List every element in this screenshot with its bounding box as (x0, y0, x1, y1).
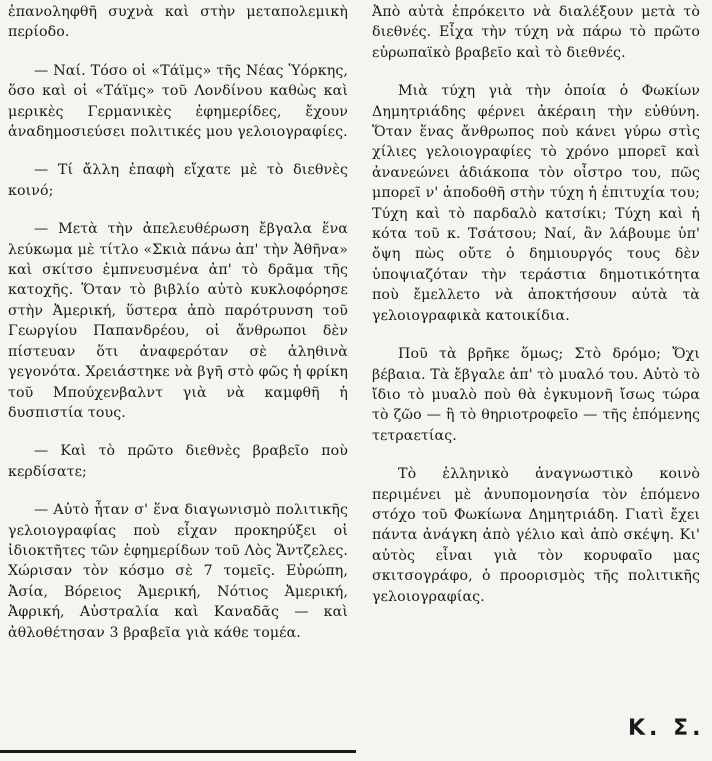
left-column (8, 2, 348, 661)
bottom-rule (0, 750, 356, 753)
paragraph: — Αὐτὸ ἦταν σ' ἕνα διαγωνισμὸ πολιτικῆς γελοιογραφίας ποὺ εἶχαν προκηρύξει οἱ ἰδιοκτῆτες τῶν ἐφημερίδων τοῦ Λὸς Ἄντζελες. Χώρισαν τὸν κόσμο σὲ 7 τομεῖς. Εὐρώπη, Ἀσία, Βόρειος Ἀμερική, Νότιος Ἀμερική, Ἀφρική, Αὐστραλία καὶ Καναδᾶς — καὶ ἀθλοθέτησαν 3 βραβεῖα γιὰ κάθε τομέα. (8, 502, 348, 641)
question-paragraph: — Τί ἄλλη ἐπαφὴ εἴχατε μὲ τὸ διεθνὲς κοινό; (8, 162, 348, 199)
paragraph: Τὸ ἑλληνικὸ ἀναγνωστικὸ κοινὸ περιμένει μὲ ἀνυπομονησία τὸν ἑπόμενο στόχο τοῦ Φωκίωνα Δημητριάδη. Γιατὶ ἔχει πάντα ἀνάγκη ἀπὸ γέλιο καὶ ἀπὸ σκέψη. Κι' αὐτὸς εἶναι γιὰ τὸν κορυφαῖο μας σκιτσογράφο, ὁ προορισμὸς τῆς πολιτικῆς γελοιογραφίας. (372, 466, 700, 605)
paragraph: Ποῦ τὰ βρῆκε ὅμως; Στὸ δρόμο; Ὄχι βέβαια. Τὰ ἔβγαλε ἀπ' τὸ μυαλό του. Αὐτὸ τὸ ἴδιο τὸ μυαλὸ ποὺ θὰ ἐγκυμονῆ ἴσως τώρα τὸ ζῶο — ἢ τὸ θηριοτροφεῖο — τῆς ἐπόμενης τετραετίας. (372, 346, 700, 444)
paragraph: Ἀπὸ αὐτὰ ἐπρόκειτο νὰ διαλέξουν μετὰ τὸ διεθνές. Εἶχα τὴν τύχη νὰ πάρω τὸ πρῶτο εὐρωπαϊκὸ βραβεῖο καὶ τὸ διεθνές. (372, 4, 700, 61)
paragraph: ἐπανοληφθῆ συχνὰ καὶ στὴν μεταπολεμικὴ περίοδο. (8, 4, 348, 41)
paragraph: — Ναί. Τόσο οἱ «Τάϊμς» τῆς Νέας Ὑόρκης, ὅσο καὶ οἱ «Τάϊμς» τοῦ Λονδίνου καθὼς καὶ μερικὲς Γερμανικὲς ἐφημερίδες, ἔχουν ἀναδημοσιεύσει πολιτικές μου γελοιογραφίες. (8, 62, 348, 141)
author-signature: Κ. Σ. (628, 716, 705, 741)
right-column (372, 2, 700, 625)
paragraph: Μιὰ τύχη γιὰ τὴν ὁποία ὁ Φωκίων Δημητριάδης φέρνει ἀκέραιη τὴν εὐθύνη. Ὅταν ἕνας ἄνθρωπος ποὺ κάνει γύρω στὶς χίλιες γελοιογραφίες τὸ χρόνο μπορεῖ καὶ ἀνανεώνει ἀδιάκοπα τὸν οἶστρο του, πῶς μπορεῖ ν' ἀποδοθῆ στὴν τύχη ἡ ἐπιτυχία του; Τύχη καὶ τὸ παρδαλὸ κατσίκι; Τύχη καὶ ἡ κότα τοῦ κ. Τσάτσου; Ναί, ἂν λάβουμε ὑπ' ὄψη πὼς οὔτε ὁ δημιουργός τους δὲν ὑποψιαζόταν τὴν τεράστια δημοτικότητα ποὺ ἔμελλετο νὰ ἀποκτήσουν αὐτὰ τὰ γελοιογραφικὰ κατοικίδια. (372, 83, 700, 324)
question-paragraph: — Καὶ τὸ πρῶτο διεθνὲς βραβεῖο ποὺ κερδίσατε; (8, 443, 348, 480)
paragraph: — Μετὰ τὴν ἀπελευθέρωση ἔβγαλα ἕνα λεύκωμα μὲ τίτλο «Σκιὰ πάνω ἀπ' τὴν Ἀθῆνα» καὶ σκίτσο ἐμπνευσμένα ἀπ' τὸ δρᾶμα τῆς κατοχῆς. Ὅταν τὸ βιβλίο αὐτὸ κυκλοφόρησε στὴν Ἀμερική, ὕστερα ἀπὸ παρότρυνση τοῦ Γεωργίου Παπανδρέου, οἱ ἄνθρωποι δὲν πίστευαν ὅτι ἀναφερόταν σὲ ἀληθινὰ γεγονότα. Χρειάστηκε νὰ βγῆ στὸ φῶς ἡ φρίκη τοῦ Μπούχενβαλντ γιὰ νὰ καμφθῆ ἡ δυσπιστία τους. (8, 221, 348, 421)
